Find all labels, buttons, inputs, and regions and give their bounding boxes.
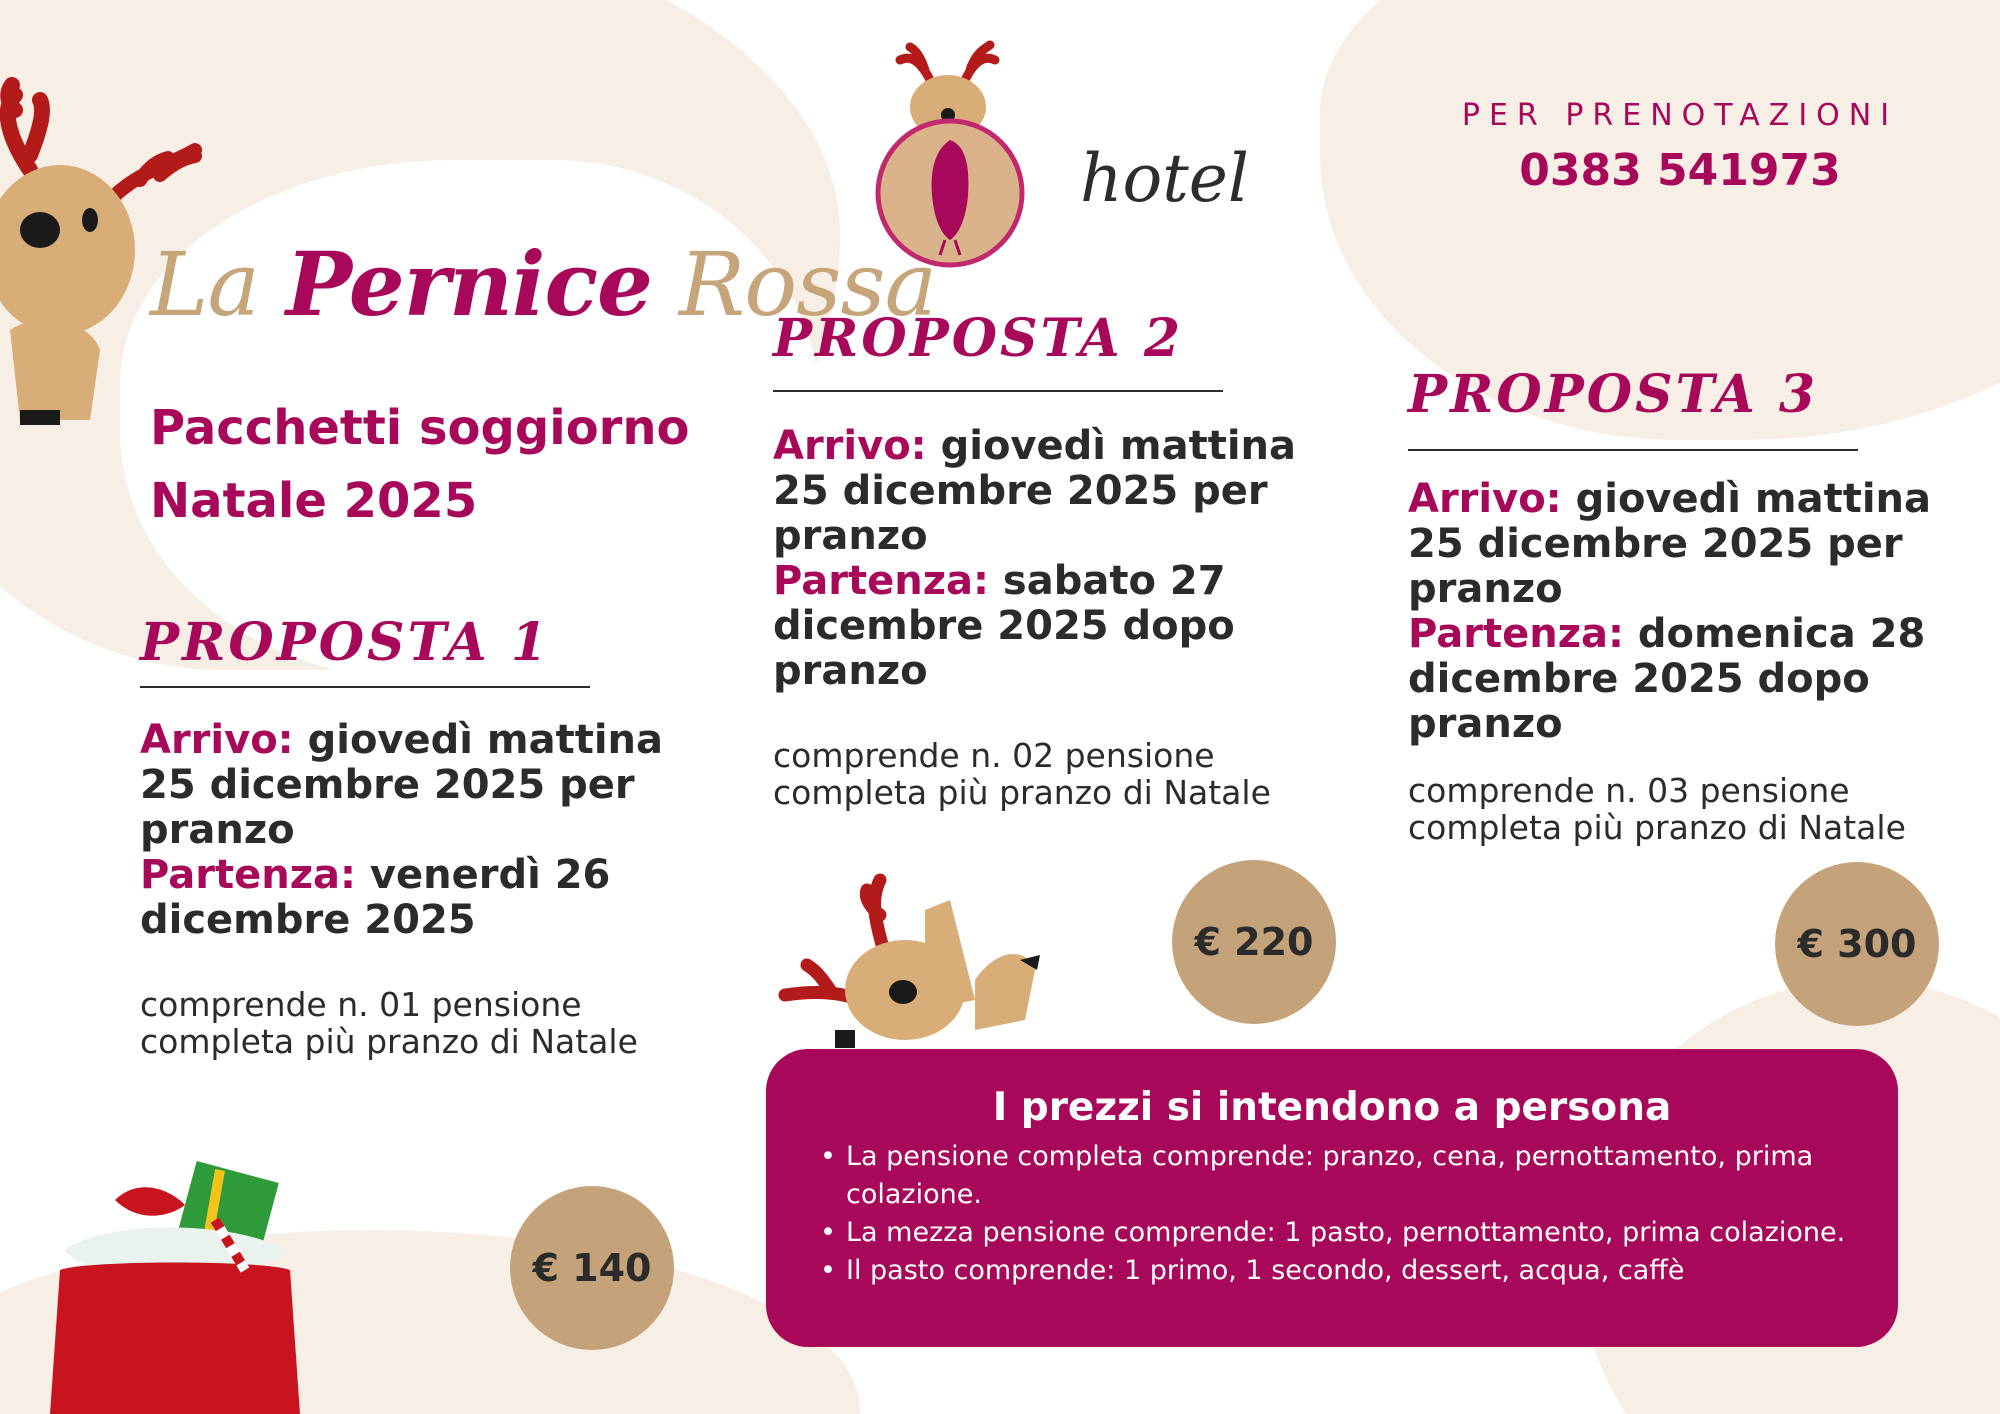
proposal-1-title: PROPOSTA 1 <box>140 612 551 673</box>
arrival-text: giovedì mattina 25 dicembre 2025 per pranzo <box>773 423 1296 559</box>
proposal-2-divider <box>773 390 1223 392</box>
subtitle-line: Pacchetti soggiorno <box>150 400 690 456</box>
brand-name-rossa: Rossa <box>679 233 937 336</box>
departure-text: domenica 28 dicembre 2025 dopo pranzo <box>1408 611 1926 747</box>
proposal-3-divider <box>1408 449 1858 451</box>
proposal-2-price: € 220 <box>1172 860 1336 1024</box>
arrival-label: Arrivo: <box>773 423 927 469</box>
list-item: • La mezza pensione comprende: 1 pasto, pernottamento, prima colazione. <box>806 1214 1858 1252</box>
proposal-2-title: PROPOSTA 2 <box>773 308 1184 369</box>
price-notes-box <box>766 1049 1898 1347</box>
booking-label: PER PRENOTAZIONI <box>1461 98 1899 133</box>
notes-title: I prezzi si intendono a persona <box>992 1085 1672 1130</box>
brand-name-la: La <box>150 233 259 336</box>
arrival-text: giovedì mattina 25 dicembre 2025 per pranzo <box>1408 476 1931 612</box>
proposal-2-details <box>773 424 1303 694</box>
list-item: • La pensione completa comprende: pranzo, cena, pernottamento, prima colazione. <box>806 1138 1858 1214</box>
list-item: • Il pasto comprende: 1 primo, 1 secondo, dessert, acqua, caffè <box>806 1252 1858 1290</box>
arrival-text: giovedì mattina 25 dicembre 2025 per pranzo <box>140 717 663 853</box>
reindeer-icon <box>775 860 1065 1050</box>
hotel-label: hotel <box>1080 140 1249 217</box>
proposal-1-includes: comprende n. 01 pensione completa più pranzo di Natale <box>140 985 638 1061</box>
departure-label: Partenza: <box>1408 611 1624 657</box>
subtitle-line: Natale 2025 <box>150 473 478 529</box>
gift-sack-icon <box>45 1160 305 1414</box>
proposal-1-details <box>140 718 670 943</box>
page-subtitle <box>150 392 750 538</box>
departure-label: Partenza: <box>140 852 356 898</box>
proposal-2-includes: comprende n. 02 pensione completa più pranzo di Natale <box>773 736 1271 812</box>
proposal-3-price: € 300 <box>1775 862 1939 1026</box>
proposal-3-includes: comprende n. 03 pensione completa più pranzo di Natale <box>1408 771 1906 847</box>
arrival-label: Arrivo: <box>140 717 294 763</box>
proposal-1-price: € 140 <box>510 1186 674 1350</box>
departure-text: venerdì 26 dicembre 2025 <box>140 852 611 943</box>
departure-text: sabato 27 dicembre 2025 dopo pranzo <box>773 558 1235 694</box>
proposal-3-title: PROPOSTA 3 <box>1408 364 1819 425</box>
arrival-label: Arrivo: <box>1408 476 1562 522</box>
notes-list <box>806 1138 1858 1290</box>
booking-phone[interactable]: 0383 541973 <box>1519 145 1841 196</box>
departure-label: Partenza: <box>773 558 989 604</box>
proposal-3-details <box>1408 477 1938 747</box>
proposal-1-divider <box>140 686 590 688</box>
brand-name-pernice: Pernice <box>285 232 653 336</box>
